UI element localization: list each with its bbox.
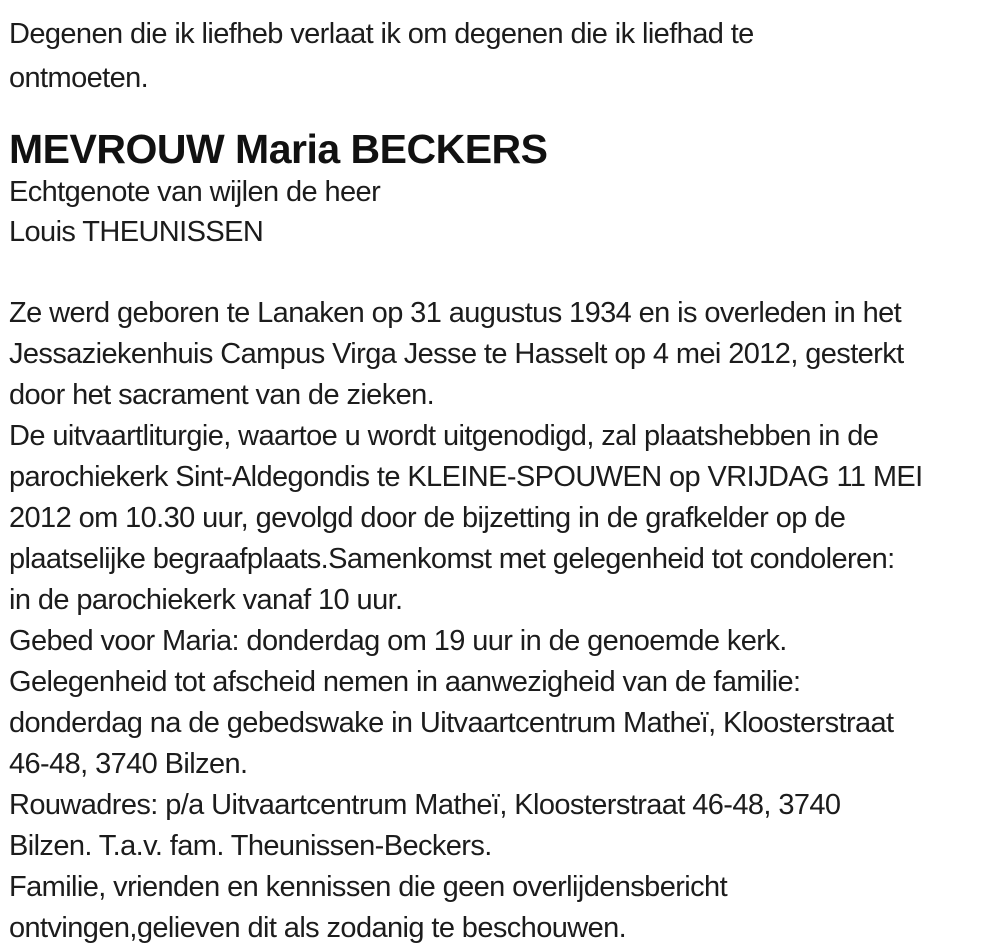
announcement-line: donderdag na de gebedswake in Uitvaartcentrum Matheï, Kloosterstraat (9, 707, 894, 739)
announcement-body (9, 293, 994, 949)
spouse-relation-line: Echtgenote van wijlen de heer (9, 176, 381, 208)
spouse-name-line: Louis THEUNISSEN (9, 216, 264, 248)
announcement-line: plaatselijke begraafplaats.Samenkomst met gelegenheid tot condoleren: (9, 543, 895, 575)
quote-line: ontmoeten. (9, 62, 149, 94)
announcement-line: Gebed voor Maria: donderdag om 19 uur in de genoemde kerk. (9, 625, 787, 657)
spouse-info (9, 172, 994, 252)
announcement-line: 46-48, 3740 Bilzen. (9, 748, 248, 780)
announcement-line: door het sacrament van de zieken. (9, 379, 435, 411)
announcement-line: Gelegenheid tot afscheid nemen in aanwezigheid van de familie: (9, 666, 801, 698)
announcement-line: Ze werd geboren te Lanaken op 31 augustus 1934 en is overleden in het (9, 297, 902, 329)
announcement-line: in de parochiekerk vanaf 10 uur. (9, 584, 403, 616)
announcement-line: Rouwadres: p/a Uitvaartcentrum Matheï, Kloosterstraat 46-48, 3740 (9, 789, 841, 821)
announcement-line: Familie, vrienden en kennissen die geen overlijdensbericht (9, 871, 728, 903)
memorial-quote (9, 12, 994, 100)
announcement-line: De uitvaartliturgie, waartoe u wordt uitgenodigd, zal plaatshebben in de (9, 420, 879, 452)
announcement-line: Bilzen. T.a.v. fam. Theunissen-Beckers. (9, 830, 492, 862)
announcement-line: parochiekerk Sint-Aldegondis te KLEINE-SPOUWEN op VRIJDAG 11 MEI (9, 461, 923, 493)
deceased-name-heading: MEVROUW Maria BECKERS (9, 126, 548, 172)
announcement-line: 2012 om 10.30 uur, gevolgd door de bijzetting in de grafkelder op de (9, 502, 846, 534)
announcement-line: Jessaziekenhuis Campus Virga Jesse te Hasselt op 4 mei 2012, gesterkt (9, 338, 904, 370)
announcement-line: ontvingen,gelieven dit als zodanig te beschouwen. (9, 912, 627, 944)
quote-line: Degenen die ik liefheb verlaat ik om degenen die ik liefhad te (9, 18, 754, 50)
